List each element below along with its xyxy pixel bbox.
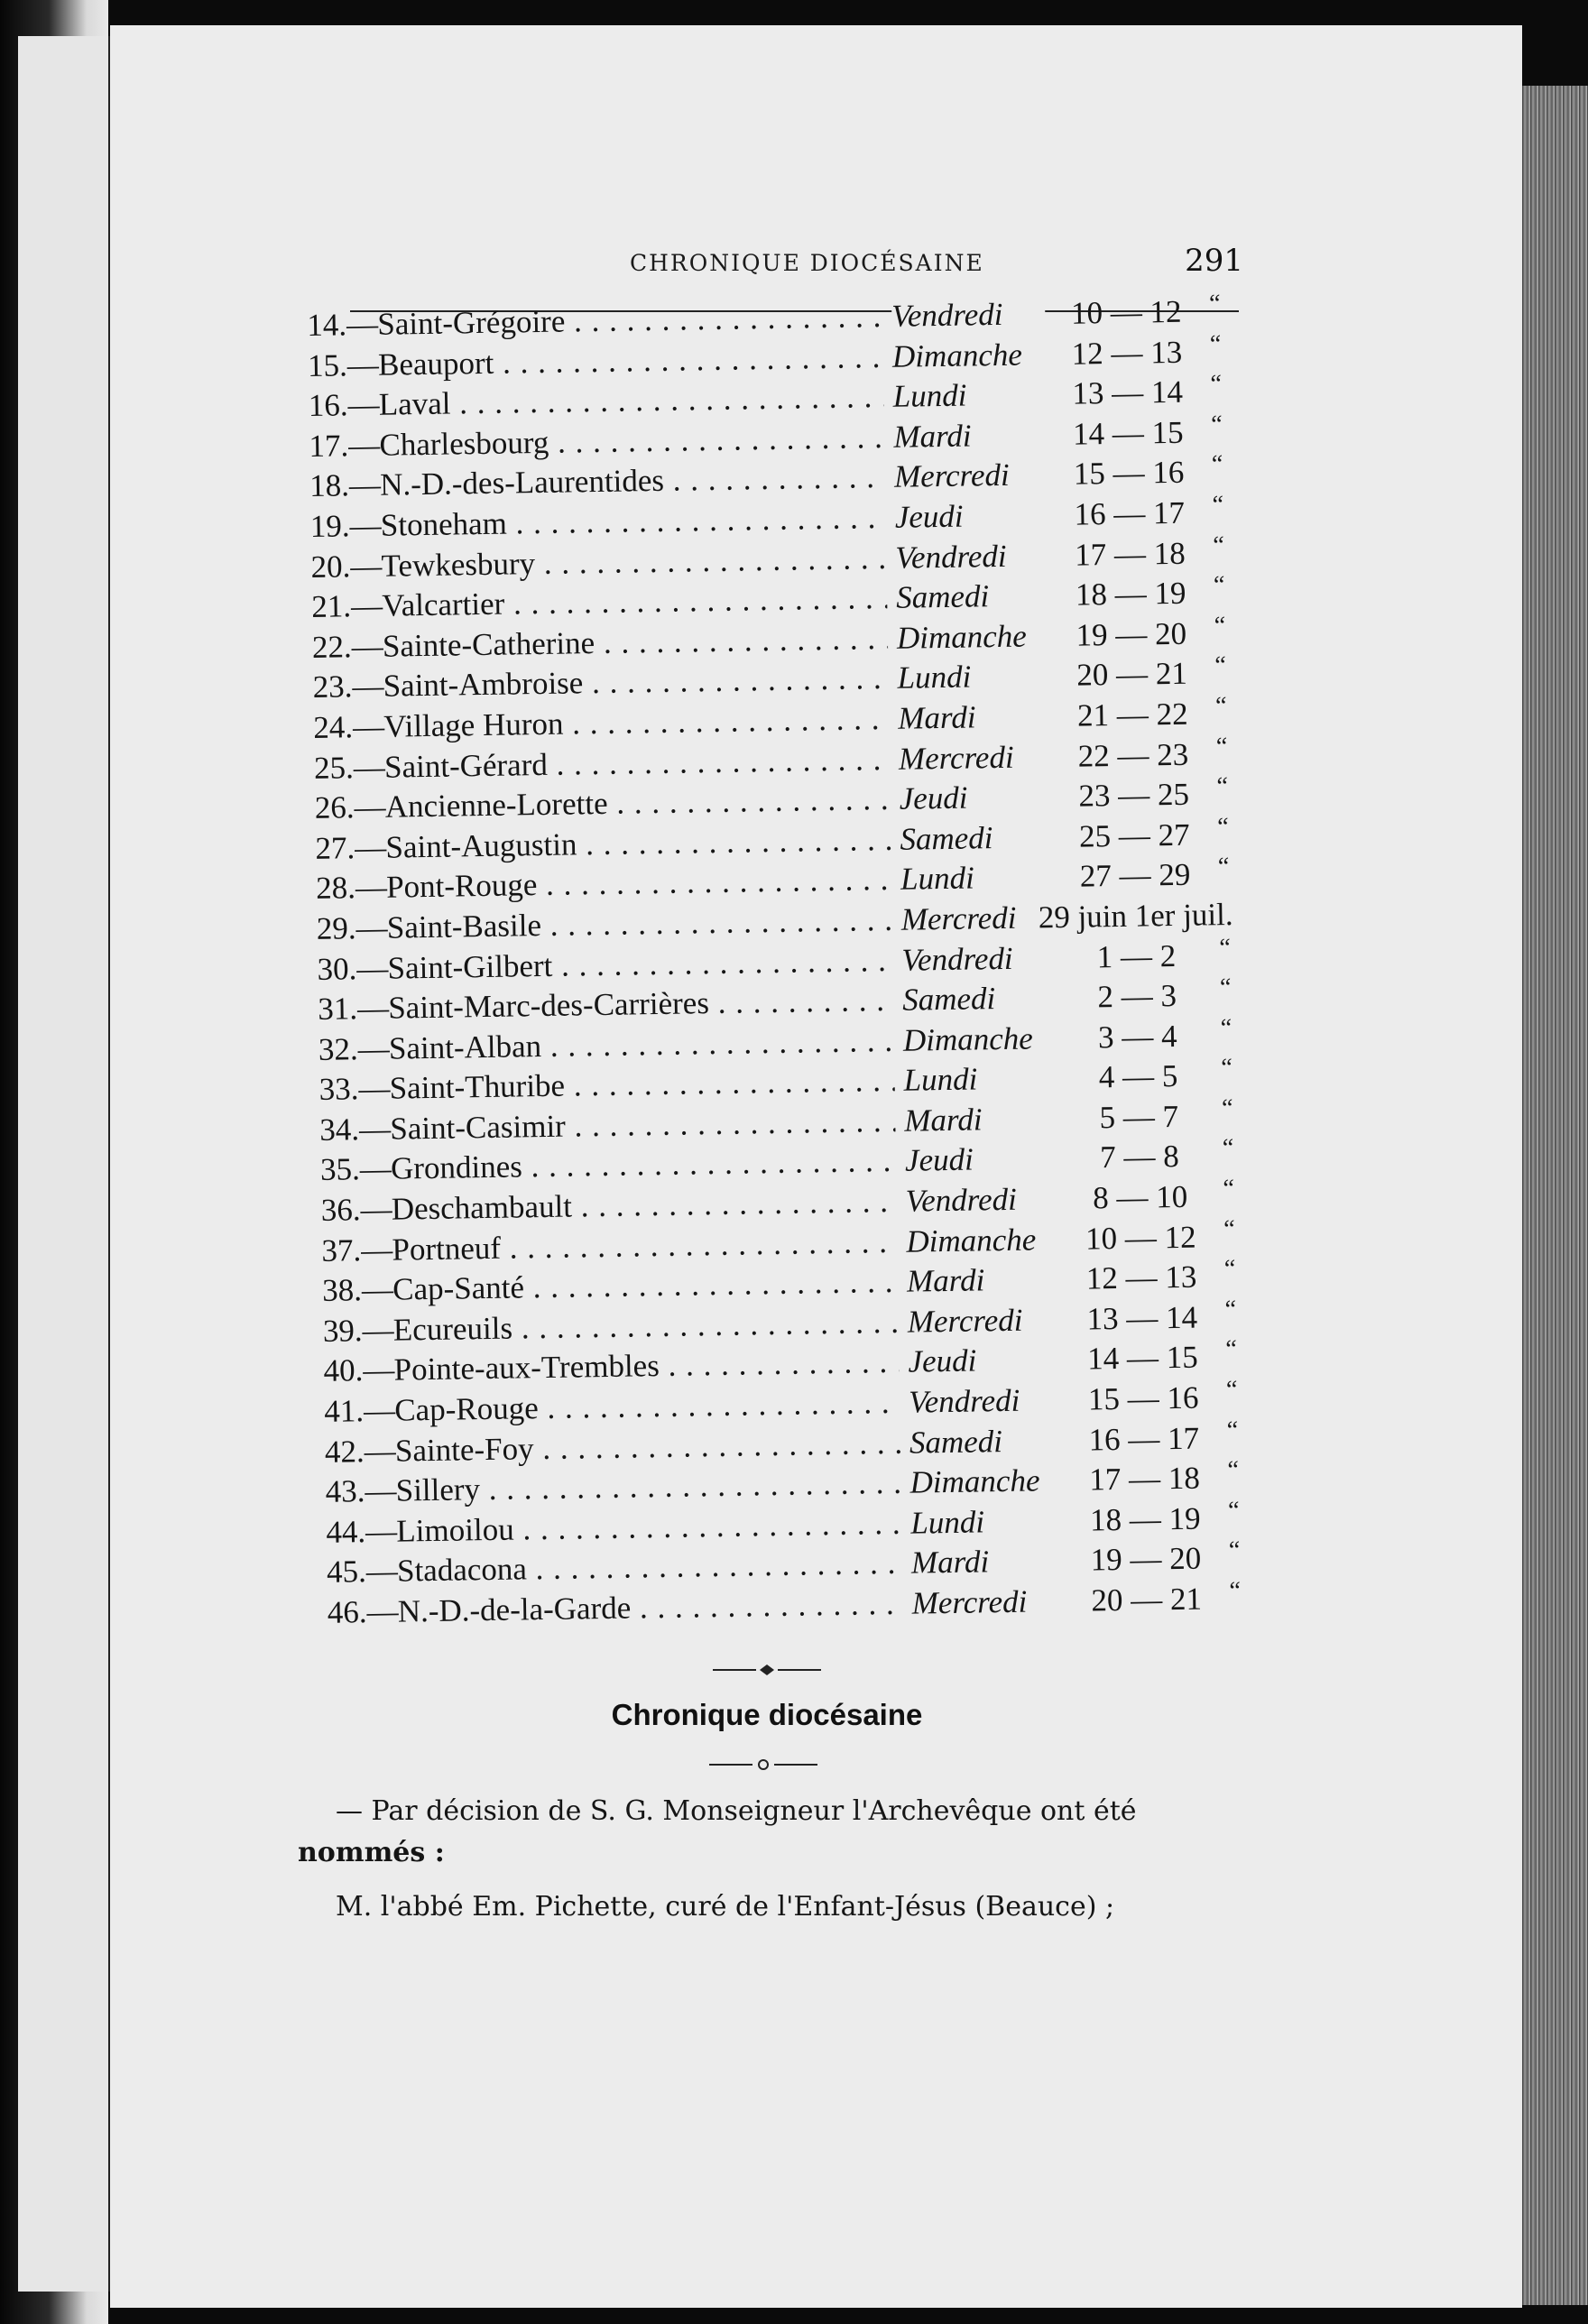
facing-page-edge — [18, 36, 111, 2292]
entry-number: 23.— — [312, 669, 384, 706]
running-title: CHRONIQUE DIOCÉSAINE — [630, 250, 984, 276]
visit-dates: 10 — 12 — [1085, 1219, 1196, 1257]
entry-number: 21.— — [310, 587, 383, 625]
visit-dates: 18 — 19 — [1089, 1500, 1201, 1538]
ornament-divider — [713, 1664, 821, 1676]
weekday: Lundi — [900, 859, 1055, 898]
visit-dates: 8 — 10 — [1092, 1178, 1188, 1216]
paragraph-announcement-line2: nommés : — [298, 1837, 445, 1868]
entry-number: 22.— — [311, 628, 384, 665]
entry-number: 36.— — [320, 1191, 392, 1228]
ditto-mark: “ — [1209, 329, 1222, 358]
weekday: Lundi — [910, 1503, 1065, 1542]
parish-name: Stoneham . . . — [381, 500, 887, 544]
parish-name: Portneuf . . . — [392, 1224, 898, 1268]
parish-name: Laval . . . — [378, 379, 884, 423]
entry-number: 44.— — [326, 1513, 398, 1550]
entry-number: 43.— — [325, 1472, 397, 1510]
weekday: Dimanche — [897, 618, 1051, 657]
weekday: Samedi — [902, 980, 1057, 1019]
ditto-mark: “ — [1227, 1456, 1240, 1485]
ditto-mark: “ — [1223, 1175, 1235, 1204]
paragraph-appointment: M. l'abbé Em. Pichette, curé de l'Enfant-Jésus (Beauce) ; — [336, 1891, 1115, 1923]
parish-name: Tewkesbury . . . — [381, 540, 887, 585]
parish-name: Saint-Marc-des-Carrières . . . — [388, 982, 894, 1027]
visit-dates: 25 — 27 — [1078, 816, 1190, 854]
weekday: Jeudi — [908, 1342, 1062, 1380]
visit-dates: 12 — 13 — [1071, 334, 1183, 372]
parish-name: Sainte-Foy . . . — [395, 1425, 901, 1469]
ditto-mark: “ — [1215, 732, 1228, 761]
entry-number: 37.— — [321, 1231, 393, 1268]
entry-number: 16.— — [308, 386, 380, 424]
parish-name: Saint-Basile . . . — [387, 902, 893, 946]
ditto-mark: “ — [1213, 571, 1225, 600]
entry-number: 39.— — [322, 1312, 394, 1349]
ditto-mark: “ — [1216, 772, 1229, 801]
parish-name: Cap-Rouge . . . — [394, 1385, 900, 1429]
ditto-mark: “ — [1213, 530, 1225, 559]
entry-number: 25.— — [313, 749, 386, 786]
weekday: Dimanche — [906, 1222, 1060, 1260]
ditto-mark: “ — [1222, 1134, 1234, 1163]
visit-dates: 22 — 23 — [1077, 736, 1189, 774]
visit-dates: 23 — 25 — [1078, 776, 1190, 814]
ditto-mark: “ — [1220, 1013, 1233, 1042]
entry-number: 20.— — [310, 548, 383, 585]
entry-number: 42.— — [324, 1433, 397, 1470]
weekday: Mardi — [898, 698, 1052, 737]
visit-dates: 10 — 12 — [1070, 293, 1182, 331]
ditto-mark: “ — [1217, 853, 1230, 881]
parish-name: Ancienne-Lorette . . . — [384, 781, 891, 825]
ditto-mark: “ — [1221, 1054, 1233, 1083]
weekday: Vendredi — [901, 940, 1056, 979]
weekday: Lundi — [892, 376, 1047, 415]
visit-dates: 15 — 16 — [1087, 1379, 1199, 1417]
ditto-mark: “ — [1228, 1536, 1241, 1565]
parish-name: Saint-Casimir . . . — [390, 1103, 896, 1148]
ditto-mark: “ — [1210, 410, 1223, 439]
ditto-mark: “ — [1219, 973, 1232, 1002]
weekday: Dimanche — [909, 1462, 1064, 1501]
visit-dates: 13 — 14 — [1086, 1299, 1198, 1337]
running-head — [350, 243, 1243, 295]
parish-name: Charlesbourg . . . — [379, 420, 885, 464]
visit-dates: 20 — 21 — [1091, 1581, 1203, 1618]
weekday: Samedi — [909, 1423, 1064, 1462]
parish-name: Saint-Alban . . . — [389, 1023, 895, 1067]
parish-name: Pont-Rouge . . . — [386, 862, 892, 906]
visit-dates: 17 — 18 — [1074, 535, 1186, 573]
ditto-mark: “ — [1214, 651, 1227, 680]
ditto-mark: “ — [1229, 1576, 1242, 1606]
weekday: Mardi — [904, 1101, 1058, 1139]
ditto-mark: “ — [1214, 611, 1226, 640]
parish-name: Saint-Gérard . . . — [384, 741, 891, 785]
weekday: Mercredi — [911, 1583, 1066, 1622]
visit-dates: 12 — 13 — [1085, 1259, 1197, 1296]
entry-number: 30.— — [317, 950, 389, 987]
weekday: Mardi — [911, 1543, 1066, 1582]
visit-dates: 15 — 16 — [1073, 455, 1185, 493]
weekday: Mercredi — [894, 457, 1048, 496]
ditto-mark: “ — [1227, 1496, 1240, 1525]
parish-name: Sainte-Catherine . . . — [383, 621, 889, 665]
visit-dates: 27 — 29 — [1079, 857, 1191, 894]
weekday: Dimanche — [903, 1020, 1057, 1059]
visit-dates: 16 — 17 — [1088, 1420, 1200, 1458]
page-stack-edge — [1522, 86, 1588, 2305]
entry-number: 45.— — [326, 1553, 399, 1591]
visit-dates: 19 — 20 — [1090, 1541, 1202, 1578]
entry-number: 24.— — [313, 708, 385, 745]
weekday: Samedi — [900, 819, 1054, 858]
ditto-mark: “ — [1212, 491, 1224, 520]
weekday: Vendredi — [905, 1181, 1059, 1220]
ditto-mark: “ — [1223, 1255, 1236, 1284]
weekday: Samedi — [896, 577, 1050, 616]
parish-name: Saint-Grégoire . . . — [377, 299, 883, 343]
parish-name: N.-D.-des-Laurentides . . . — [380, 459, 886, 503]
weekday: Jeudi — [899, 779, 1053, 817]
visit-dates: 2 — 3 — [1097, 978, 1177, 1015]
entry-number: 15.— — [307, 346, 380, 383]
ditto-mark: “ — [1216, 812, 1229, 841]
parish-name: Cap-Santé . . . — [392, 1264, 899, 1308]
entry-number: 41.— — [323, 1392, 396, 1429]
parish-name: Saint-Gilbert . . . — [387, 942, 893, 986]
page-number: 291 — [1185, 243, 1243, 279]
weekday: Vendredi — [909, 1382, 1063, 1421]
parish-name: Beauport . . . — [378, 339, 884, 383]
parish-name: Pointe-aux-Trembles . . . — [393, 1344, 900, 1388]
parish-name: Village Huron . . . — [383, 701, 890, 745]
visit-dates: 19 — 20 — [1076, 615, 1187, 653]
entry-number: 35.— — [319, 1151, 392, 1188]
weekday: Mardi — [893, 417, 1048, 456]
visit-dates: 16 — 17 — [1074, 494, 1186, 532]
entry-number: 40.— — [323, 1352, 395, 1389]
entry-number: 46.— — [327, 1593, 399, 1630]
entry-number: 38.— — [321, 1271, 394, 1309]
weekday: Lundi — [903, 1060, 1057, 1099]
visit-dates: 21 — 22 — [1076, 696, 1188, 733]
parish-name: Ecureuils . . . — [393, 1305, 900, 1349]
weekday: Lundi — [897, 658, 1051, 696]
ditto-mark: “ — [1210, 370, 1223, 399]
visit-dates: 14 — 15 — [1086, 1340, 1199, 1377]
paragraph-announcement-line1: — Par décision de S. G. Monseigneur l'Archevêque ont été — [336, 1795, 1137, 1827]
visit-dates: 14 — 15 — [1072, 414, 1184, 452]
entry-number: 32.— — [318, 1030, 391, 1067]
parish-name: Limoilou . . . — [396, 1506, 902, 1550]
ditto-mark: “ — [1214, 691, 1227, 721]
ditto-mark: “ — [1208, 290, 1221, 318]
entry-number: 29.— — [316, 909, 388, 946]
entry-number: 17.— — [309, 427, 381, 464]
parish-name: Saint-Augustin . . . — [385, 822, 891, 866]
ditto-mark: “ — [1219, 933, 1232, 962]
ditto-mark: “ — [1226, 1416, 1239, 1444]
parish-name: Grondines . . . — [391, 1143, 897, 1187]
parish-name: Sillery . . . — [395, 1465, 901, 1509]
weekday: Vendredi — [895, 538, 1049, 576]
entry-number: 27.— — [315, 829, 387, 866]
ditto-mark: “ — [1211, 450, 1223, 479]
ditto-mark: “ — [1225, 1375, 1238, 1405]
weekday: Jeudi — [905, 1141, 1059, 1180]
parish-name: N.-D.-de-la-Garde . . . — [397, 1586, 903, 1630]
weekday: Mardi — [907, 1261, 1061, 1300]
visit-dates: 29 juin 1er juil. — [1038, 896, 1233, 936]
visit-dates: 3 — 4 — [1097, 1018, 1177, 1056]
ditto-mark: “ — [1221, 1093, 1233, 1123]
weekday: Jeudi — [894, 497, 1048, 536]
parish-name: Valcartier . . . — [382, 580, 888, 624]
parish-name: Saint-Thuribe . . . — [389, 1063, 895, 1107]
weekday: Dimanche — [892, 337, 1047, 375]
entry-number: 31.— — [317, 990, 390, 1027]
parish-name: Stadacona . . . — [397, 1545, 903, 1590]
entry-number: 34.— — [319, 1111, 392, 1148]
visit-schedule-table — [307, 290, 1266, 1648]
ditto-mark: “ — [1223, 1214, 1235, 1243]
ditto-mark: “ — [1224, 1295, 1237, 1323]
entry-number: 33.— — [319, 1070, 391, 1108]
parish-name: Deschambault . . . — [391, 1184, 897, 1228]
entry-number: 18.— — [309, 467, 382, 504]
entry-number: 26.— — [314, 788, 386, 826]
visit-dates: 18 — 19 — [1075, 575, 1186, 613]
visit-dates: 5 — 7 — [1099, 1098, 1179, 1136]
visit-dates: 7 — 8 — [1099, 1139, 1180, 1176]
entry-number: 28.— — [315, 869, 388, 907]
weekday: Mercredi — [899, 739, 1053, 778]
visit-dates: 1 — 2 — [1096, 937, 1177, 974]
section-title: Chronique diocésaine — [611, 1698, 923, 1731]
ditto-mark: “ — [1225, 1335, 1238, 1364]
weekday: Mercredi — [900, 899, 1055, 938]
entry-number: 14.— — [307, 306, 379, 343]
weekday: Mercredi — [907, 1302, 1061, 1341]
visit-dates: 13 — 14 — [1072, 374, 1184, 411]
parish-name: Saint-Ambroise . . . — [383, 660, 889, 705]
entry-number: 19.— — [309, 507, 382, 544]
visit-dates: 4 — 5 — [1098, 1058, 1178, 1095]
visit-dates: 17 — 18 — [1089, 1460, 1201, 1498]
small-divider — [709, 1755, 817, 1773]
weekday: Vendredi — [891, 296, 1046, 335]
visit-dates: 20 — 21 — [1076, 656, 1188, 693]
